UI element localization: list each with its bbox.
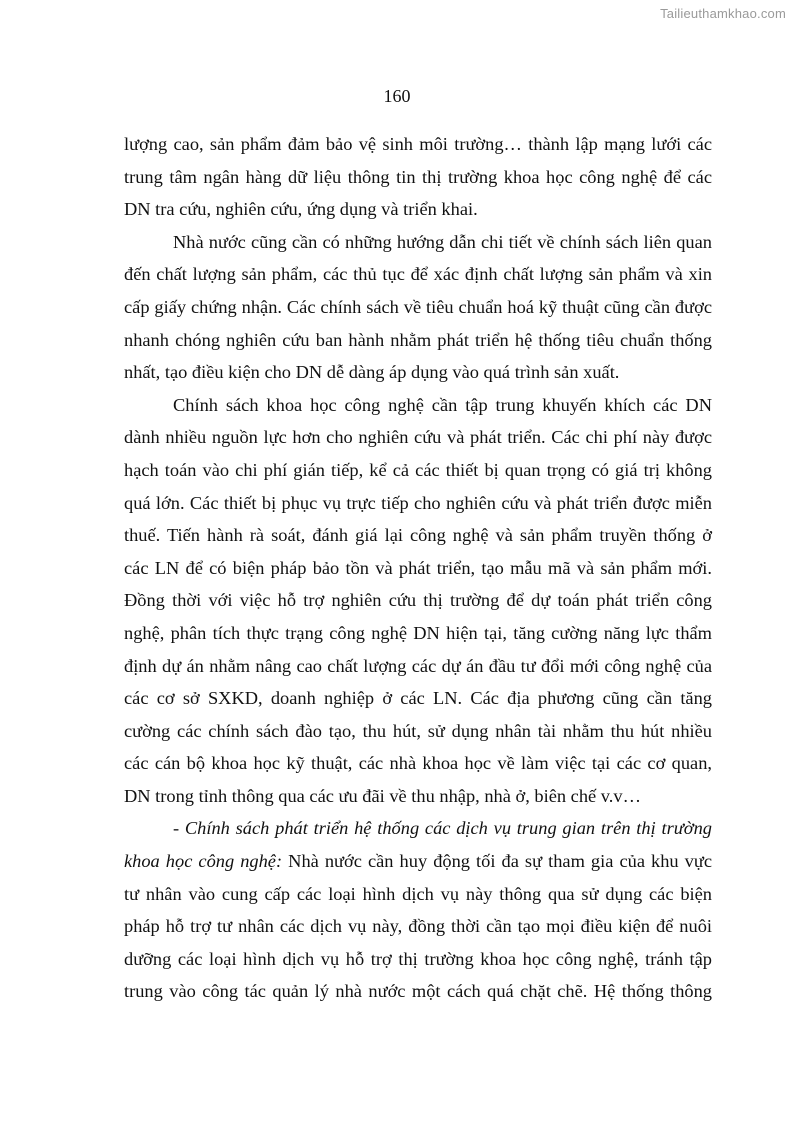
- text-line: các cơ sở SXKD, doanh nghiệp ở các LN. Các địa phương cũng cần tăng: [124, 688, 712, 709]
- text-line: tư nhân vào cung cấp các loại hình dịch vụ này thông qua sử dụng các biện: [124, 883, 712, 904]
- text-line: quá lớn. Các thiết bị phục vụ trực tiếp cho nghiên cứu và phát triển được miễn: [124, 492, 712, 513]
- text-line: nhanh chóng nghiên cứu ban hành nhằm phát triển hệ thống tiêu chuẩn thống: [124, 329, 712, 350]
- text-line: lượng cao, sản phẩm đảm bảo vệ sinh môi trường… thành lập mạng lưới các: [124, 134, 712, 154]
- text-line: DN tra cứu, nghiên cứu, ứng dụng và triển khai.: [124, 199, 478, 220]
- section-heading-italic: khoa học công nghệ:: [124, 851, 283, 872]
- text-line: Chính sách khoa học công nghệ cần tập trung khuyến khích các DN: [173, 394, 712, 415]
- text-line: cường các chính sách đào tạo, thu hút, sử dụng nhân tài nhằm thu hút nhiều: [124, 720, 712, 741]
- text-line: Đồng thời với việc hỗ trợ nghiên cứu thị trường để dự toán phát triển công: [124, 590, 712, 611]
- section-heading-line: - Chính sách phát triển hệ thống các dịch vụ trung gian trên thị trường: [173, 818, 712, 839]
- text-line: Nhà nước cũng cần có những hướng dẫn chi tiết về chính sách liên quan: [173, 231, 712, 252]
- text-line: pháp hỗ trợ tư nhân các dịch vụ này, đồng thời cần tạo mọi điều kiện để nuôi: [124, 916, 712, 937]
- text-line: cấp giấy chứng nhận. Các chính sách về tiêu chuẩn hoá kỹ thuật cũng cần được: [124, 296, 712, 317]
- text-line: DN trong tỉnh thông qua các ưu đãi về thu nhập, nhà ở, biên chế v.v…: [124, 785, 641, 806]
- document-body: [124, 128, 712, 1008]
- text-line: trung tâm ngân hàng dữ liệu thông tin thị trường khoa học công nghệ để các: [124, 166, 712, 187]
- text-line: dành nhiều nguồn lực hơn cho nghiên cứu và phát triển. Các chi phí này được: [124, 427, 712, 448]
- page-number: 160: [383, 86, 411, 106]
- watermark: Tailieuthamkhao.com: [660, 6, 786, 21]
- text-line: trung vào công tác quản lý nhà nước một cách quá chặt chẽ. Hệ thống thông: [124, 981, 712, 1002]
- text-line: dưỡng các loại hình dịch vụ hỗ trợ thị trường khoa học công nghệ, tránh tập: [124, 948, 712, 969]
- text-line: [124, 845, 712, 878]
- text-line: nghệ, phân tích thực trạng công nghệ DN hiện tại, tăng cường năng lực thẩm: [124, 622, 712, 643]
- text-line: thuế. Tiến hành rà soát, đánh giá lại công nghệ và sản phẩm truyền thống ở: [124, 525, 712, 546]
- text-line: định dự án nhằm nâng cao chất lượng các dự án đầu tư đổi mới công nghệ của: [124, 655, 712, 676]
- text-line: các LN để có biện pháp bảo tồn và phát triển, tạo mẫu mã và sản phẩm mới.: [124, 557, 712, 578]
- text-line: các cán bộ khoa học kỹ thuật, các nhà khoa học về làm việc tại các cơ quan,: [124, 753, 712, 774]
- text-line: nhất, tạo điều kiện cho DN dễ dàng áp dụng vào quá trình sản xuất.: [124, 362, 620, 383]
- text-fragment: Nhà nước cần huy động tối đa sự tham gia của khu vực: [282, 851, 713, 872]
- text-line: hạch toán vào chi phí gián tiếp, kể cả các thiết bị quan trọng có giá trị không: [124, 459, 712, 480]
- text-line: đến chất lượng sản phẩm, các thủ tục để xác định chất lượng sản phẩm và xin: [124, 264, 712, 285]
